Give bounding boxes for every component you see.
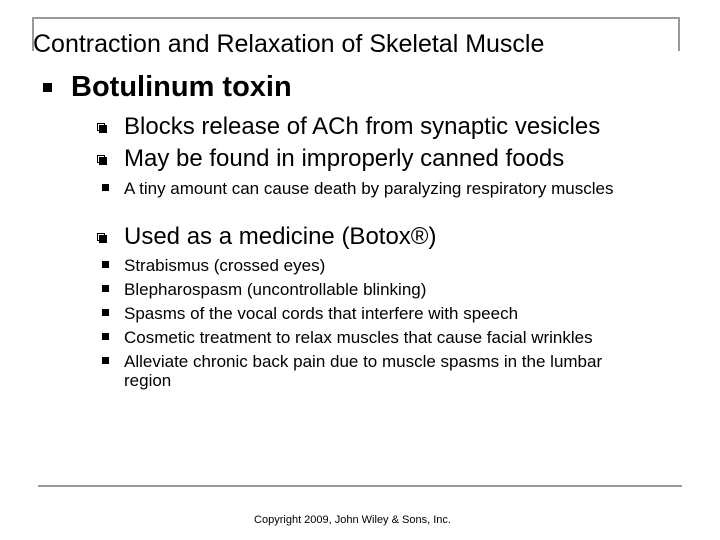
square-bullet-icon (102, 184, 109, 191)
title-frame-right (678, 17, 680, 51)
footer (0, 510, 720, 528)
square-bullet-icon (43, 83, 52, 92)
point-text: May be found in improperly canned foods (124, 145, 565, 172)
title-frame-top (32, 17, 680, 19)
use-text: Alleviate chronic back pain due to muscle spasms in the lumbar region (124, 352, 603, 390)
use-text: Spasms of the vocal cords that interfere with speech (124, 304, 519, 323)
square-bullet-icon (102, 357, 109, 364)
box-bullet-icon (97, 233, 105, 241)
point-text: Used as a medicine (Botox®) (124, 223, 437, 250)
heading-text: Botulinum toxin (71, 71, 292, 103)
point-text: Blocks release of ACh from synaptic vesicles (124, 113, 601, 140)
use-text: Strabismus (crossed eyes) (124, 256, 326, 275)
box-bullet-icon (97, 155, 105, 163)
square-bullet-icon (102, 309, 109, 316)
use-text: Blepharospasm (uncontrollable blinking) (124, 280, 427, 299)
square-bullet-icon (102, 333, 109, 340)
sub-point-text: A tiny amount can cause death by paralyzing respiratory muscles (124, 179, 614, 198)
square-bullet-icon (102, 261, 109, 268)
square-bullet-icon (102, 285, 109, 292)
use-text: Cosmetic treatment to relax muscles that cause facial wrinkles (124, 328, 593, 347)
footer-divider (38, 485, 682, 487)
slide-title: Contraction and Relaxation of Skeletal Muscle (33, 30, 545, 58)
box-bullet-icon (97, 123, 105, 131)
copyright-text: Copyright 2009, John Wiley & Sons, Inc. (254, 514, 451, 526)
